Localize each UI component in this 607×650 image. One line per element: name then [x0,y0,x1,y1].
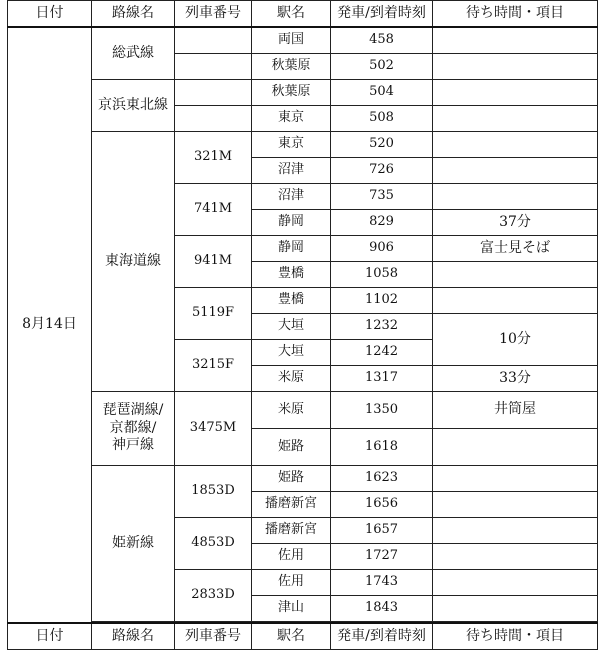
station-cell: 静岡 [252,236,331,262]
date-cell: 8月14日 [8,27,92,623]
time-cell: 1232 [331,314,433,340]
time-cell: 520 [331,132,433,158]
train-3475M: 3475M [175,392,252,466]
station-cell: 大垣 [252,314,331,340]
time-cell: 906 [331,236,433,262]
line-keihin-tohoku: 京浜東北線 [92,80,175,132]
time-cell: 458 [331,27,433,54]
train-cell-empty [175,80,252,106]
wait-izutsuya: 井筒屋 [433,392,598,429]
station-cell: 豊橋 [252,262,331,288]
train-cell-empty [175,54,252,80]
header-wait: 待ち時間・項目 [433,1,598,28]
wait-maibara: 33分 [433,366,598,392]
train-cell-empty [175,27,252,54]
table-row [8,80,598,106]
wait-cell-empty [433,544,598,570]
wait-cell-empty [433,518,598,544]
wait-cell-empty [433,570,598,596]
station-cell: 播磨新宮 [252,492,331,518]
header-row-bottom [8,623,598,650]
wait-shizuoka: 37分 [433,210,598,236]
wait-cell-empty [433,106,598,132]
wait-cell-empty [433,466,598,492]
line-kobe-label: 神戸線 [112,437,154,454]
wait-cell-empty [433,429,598,466]
time-cell: 1623 [331,466,433,492]
station-cell: 姫路 [252,466,331,492]
train-741M: 741M [175,184,252,236]
station-cell: 沼津 [252,158,331,184]
line-biwako-kyoto-kobe [92,392,175,466]
table-row [8,132,598,158]
wait-cell-empty [433,184,598,210]
train-1853D: 1853D [175,466,252,518]
station-cell: 秋葉原 [252,54,331,80]
time-cell: 1656 [331,492,433,518]
timetable [7,0,598,650]
header-train: 列車番号 [175,1,252,28]
footer-line: 路線名 [92,623,175,650]
header-line: 路線名 [92,1,175,28]
wait-cell-empty [433,596,598,622]
train-3215F: 3215F [175,340,252,392]
table-row [8,466,598,492]
table-row [8,392,598,429]
wait-cell-empty [433,262,598,288]
station-cell: 佐用 [252,570,331,596]
wait-fujimi-soba: 富士見そば [433,236,598,262]
wait-cell-empty [433,288,598,314]
station-cell: 静岡 [252,210,331,236]
station-cell: 沼津 [252,184,331,210]
table-row [8,27,598,54]
train-cell-empty [175,106,252,132]
station-cell: 両国 [252,27,331,54]
time-cell: 1618 [331,429,433,466]
station-cell: 大垣 [252,340,331,366]
time-cell: 1843 [331,596,433,622]
train-321M: 321M [175,132,252,184]
time-cell: 735 [331,184,433,210]
footer-station: 駅名 [252,623,331,650]
wait-ogaki: 10分 [433,314,598,366]
footer-date: 日付 [8,623,92,650]
wait-cell-empty [433,492,598,518]
time-cell: 1657 [331,518,433,544]
time-cell: 1317 [331,366,433,392]
wait-cell-empty [433,80,598,106]
station-cell: 米原 [252,392,331,429]
station-cell: 東京 [252,106,331,132]
line-tokaido: 東海道線 [92,132,175,392]
station-cell: 播磨新宮 [252,518,331,544]
line-kishin: 姫新線 [92,466,175,622]
train-941M: 941M [175,236,252,288]
station-cell: 豊橋 [252,288,331,314]
time-cell: 1058 [331,262,433,288]
station-cell: 佐用 [252,544,331,570]
station-cell: 米原 [252,366,331,392]
wait-cell-empty [433,27,598,54]
line-biwako-label: 琵琶湖線/ [102,402,164,419]
station-cell: 津山 [252,596,331,622]
line-sobu: 総武線 [92,27,175,80]
time-cell: 508 [331,106,433,132]
train-5119F: 5119F [175,288,252,340]
wait-cell-empty [433,132,598,158]
time-cell: 726 [331,158,433,184]
train-2833D: 2833D [175,570,252,622]
header-time: 発車/到着時刻 [331,1,433,28]
time-cell: 1743 [331,570,433,596]
header-row-top [8,1,598,28]
time-cell: 1242 [331,340,433,366]
station-cell: 東京 [252,132,331,158]
wait-cell-empty [433,54,598,80]
header-date: 日付 [8,1,92,28]
footer-wait: 待ち時間・項目 [433,623,598,650]
train-4853D: 4853D [175,518,252,570]
station-cell: 秋葉原 [252,80,331,106]
time-cell: 504 [331,80,433,106]
time-cell: 1350 [331,392,433,429]
time-cell: 1727 [331,544,433,570]
time-cell: 829 [331,210,433,236]
time-cell: 502 [331,54,433,80]
footer-train: 列車番号 [175,623,252,650]
time-cell: 1102 [331,288,433,314]
station-cell: 姫路 [252,429,331,466]
line-kyoto-label: 京都線/ [109,419,157,436]
wait-cell-empty [433,158,598,184]
footer-time: 発車/到着時刻 [331,623,433,650]
header-station: 駅名 [252,1,331,28]
